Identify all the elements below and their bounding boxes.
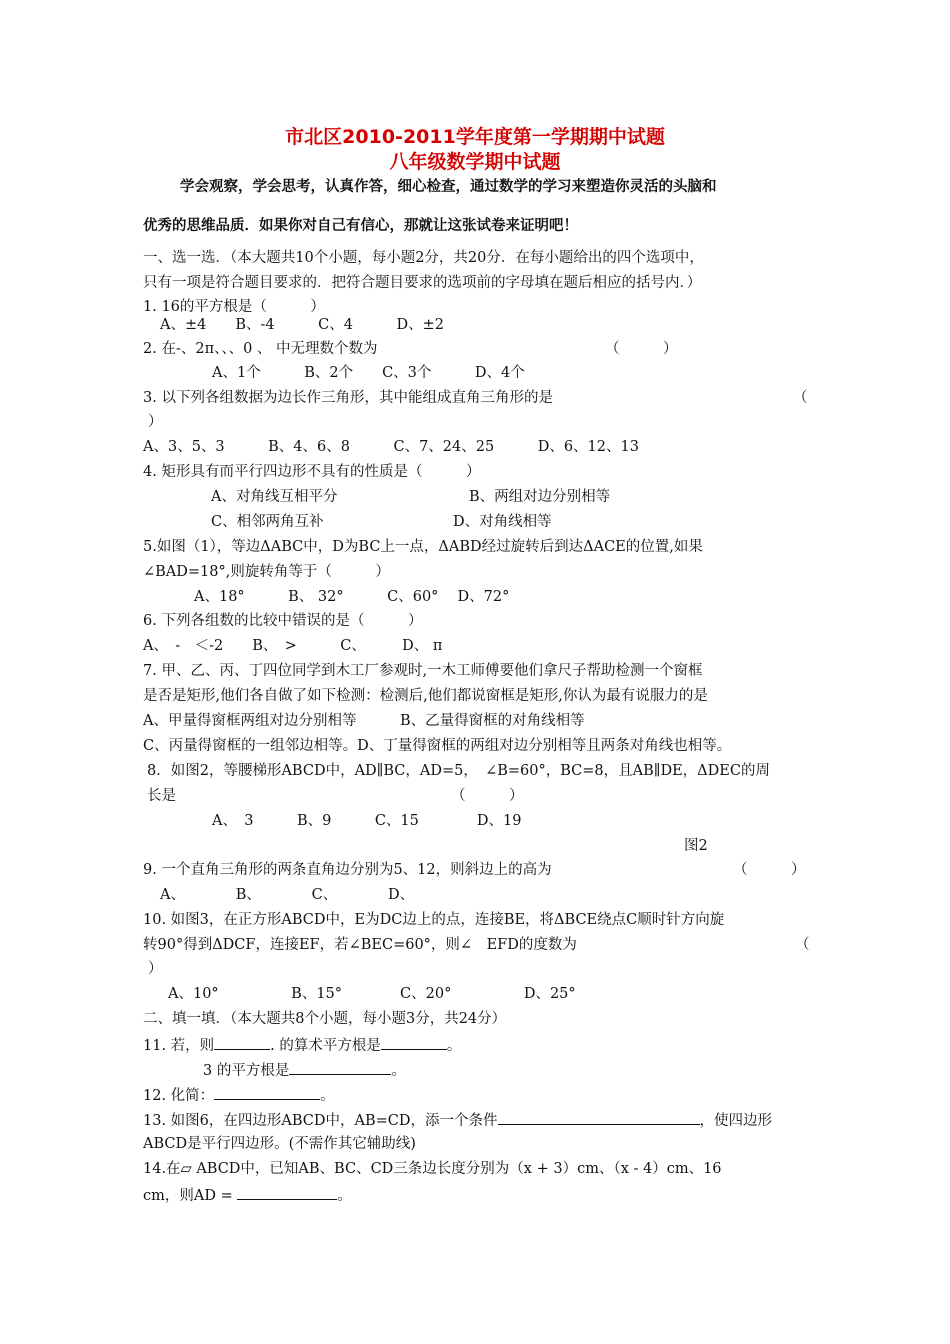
q9-stem: 9. 一个直角三角形的两条直角边分别为5、12，则斜边上的高为 — [143, 862, 552, 878]
intro-line-1: 学会观察，学会思考，认真作答，细心检查，通过数学的学习来塑造你灵活的头脑和 — [180, 179, 717, 195]
q9-options: A、 B、 C、 D、 — [160, 887, 415, 903]
q7-stem-1: 7. 甲、乙、丙、丁四位同学到木工厂参观时,一木工师傅要他们拿尺子帮助检测一个窗框 — [143, 663, 703, 679]
q5-options: A、18° B、 32° C、60° D、72° — [194, 589, 510, 605]
q4-option-b: B、两组对边分别相等 — [469, 489, 611, 505]
q10-options: A、10° B、15° C、20° D、25° — [168, 986, 576, 1002]
q13-text-1: 13. 如图6，在四边形ABCD中，AB=CD，添一个条件 — [143, 1113, 498, 1129]
q8-bracket: （ ） — [451, 788, 524, 804]
q10-stem-2: 转90°得到ΔDCF，连接EF，若∠BEC=60°，则∠ EFD的度数为 — [143, 937, 577, 953]
q13-blank[interactable] — [498, 1109, 700, 1125]
q11-text-5: 。 — [391, 1063, 406, 1079]
section1-heading-2: 只有一项是符合题目要求的．把符合题目要求的选项前的字母填在题后相应的括号内．） — [143, 275, 702, 291]
q4-option-a: A、对角线互相平分 — [211, 489, 338, 505]
q4-option-d: D、对角线相等 — [453, 514, 552, 530]
q9-bracket: （ ） — [733, 862, 806, 878]
q5-stem-1: 5.如图（1），等边ΔABC中，D为BC上一点，ΔABD经过旋转后到达ΔACE的位置,如果 — [143, 539, 703, 555]
q11-line-1 — [143, 1034, 461, 1056]
q10-bracket-open: （ — [795, 937, 810, 953]
q3-stem: 3. 以下列各组数据为边长作三角形，其中能组成直角三角形的是 — [143, 390, 553, 406]
q6-stem: 6. 下列各组数的比较中错误的是（ ） — [143, 613, 423, 629]
q12-line — [143, 1084, 335, 1106]
q12-text-2: 。 — [320, 1088, 335, 1104]
q13-line-2: ABCD是平行四边形。(不需作其它辅助线) — [143, 1136, 416, 1152]
exam-subtitle: 八年级数学期中试题 — [389, 151, 561, 173]
q1-stem: 1. 16的平方根是（ ） — [143, 299, 325, 315]
q14-blank[interactable] — [237, 1184, 337, 1200]
q12-blank[interactable] — [214, 1084, 320, 1100]
q3-options: A、3、5、3 B、4、6、8 C、7、24、25 D、6、12、13 — [143, 439, 639, 455]
q10-bracket-close: ） — [148, 961, 163, 977]
q8-stem-2: 长是 — [147, 788, 176, 804]
q8-stem-1: 8．如图2，等腰梯形ABCD中，AD∥BC，AD=5， ∠B=60°，BC=8，且AB∥DE，ΔDEC的周 — [147, 763, 770, 779]
q11-text-4: 3 的平方根是 — [203, 1063, 290, 1079]
q2-stem: 2. 在-、2π、、、0 、 中无理数个数为 — [143, 341, 378, 357]
q11-blank-2[interactable] — [381, 1034, 447, 1050]
q4-stem: 4. 矩形具有而平行四边形不具有的性质是（ ） — [143, 464, 481, 480]
q8-figure-label: 图2 — [684, 838, 708, 854]
q13-line-1 — [143, 1109, 772, 1131]
q8-options: A、 3 B、9 C、15 D、19 — [212, 813, 522, 829]
q14-line-1: 14.在▱ ABCD中，已知AB、BC、CD三条边长度分别为（x + 3）cm、（x - 4）cm、16 — [143, 1161, 722, 1177]
q10-stem-1: 10. 如图3，在正方形ABCD中，E为DC边上的点，连接BE，将ΔBCE绕点C顺时针方向旋 — [143, 912, 725, 928]
q7-stem-2: 是否是矩形,他们各自做了如下检测：检测后,他们都说窗框是矩形,你认为最有说服力的是 — [143, 688, 708, 704]
q11-text-3: 。 — [446, 1038, 462, 1054]
q12-text-1: 12. 化简： — [143, 1088, 215, 1104]
q11-blank-3[interactable] — [289, 1059, 391, 1075]
q2-bracket: （ ） — [605, 341, 678, 357]
q11-text-1: 11. 若，则 — [143, 1038, 215, 1054]
q7-options-cd: C、丙量得窗框的一组邻边相等。D、丁量得窗框的两组对边分别相等且两条对角线也相等。 — [143, 738, 732, 754]
q7-options-ab: A、甲量得窗框两组对边分别相等 B、乙量得窗框的对角线相等 — [143, 713, 585, 729]
q6-options: A、 - ＜-2 B、 > C、 D、 π — [143, 638, 443, 654]
q14-text-2: 。 — [337, 1188, 352, 1204]
q13-text-2: ，使四边形 — [699, 1113, 773, 1129]
q14-line-2 — [143, 1184, 352, 1206]
q11-blank-1[interactable] — [214, 1034, 270, 1050]
q3-bracket-open: （ — [793, 390, 808, 406]
exam-title: 市北区2010-2011学年度第一学期期中试题 — [285, 126, 665, 148]
q2-options: A、1个 B、2个 C、3个 D、4个 — [212, 365, 525, 381]
intro-line-2: 优秀的思维品质．如果你对自己有信心，那就让这张试卷来证明吧！ — [143, 218, 578, 234]
q4-option-c: C、相邻两角互补 — [211, 514, 324, 530]
q11-text-2: . 的算术平方根是 — [270, 1038, 381, 1054]
q14-text-1: cm，则AD = — [143, 1188, 233, 1204]
section2-heading: 二、填一填．（本大题共8个小题，每小题3分，共24分） — [143, 1011, 507, 1027]
q5-stem-2: ∠BAD=18°,则旋转角等于（ ） — [143, 564, 390, 580]
q1-options: A、±4 B、-4 C、4 D、±2 — [160, 317, 444, 333]
q3-bracket-close: ） — [148, 414, 163, 430]
q11-line-2 — [203, 1059, 406, 1081]
section1-heading-1: 一、选一选．（本大题共10个小题，每小题2分，共20分．在每小题给出的四个选项中， — [143, 250, 704, 266]
